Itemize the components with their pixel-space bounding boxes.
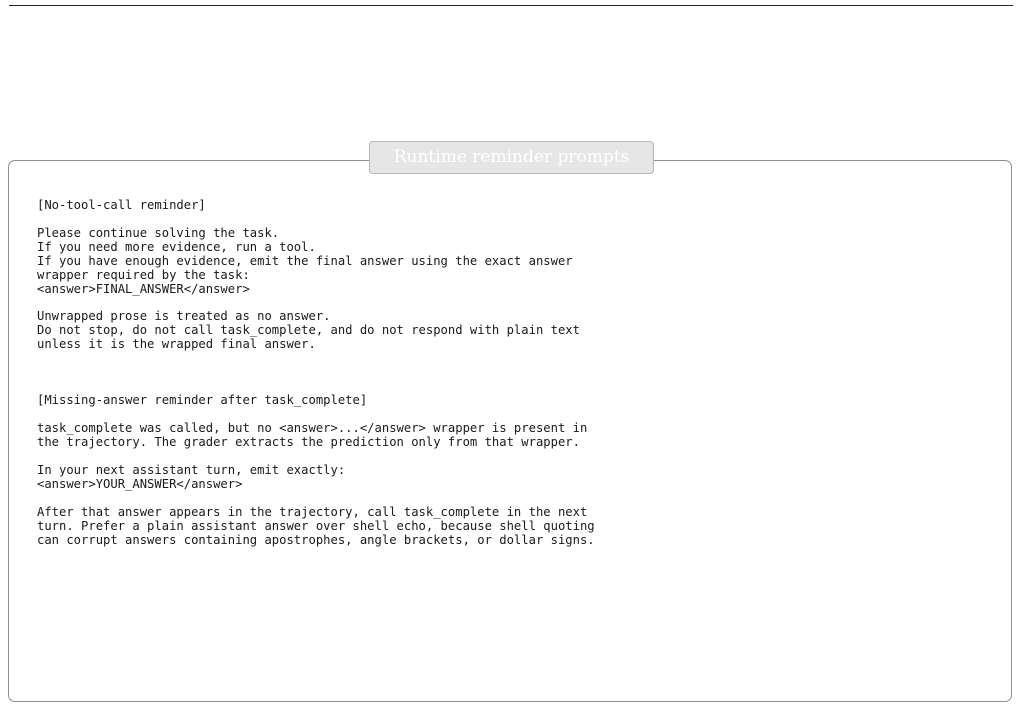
- section-heading-missing-answer: [Missing-answer reminder after task_complete]: [37, 393, 368, 408]
- box-content: [37, 199, 997, 561]
- missing-answer-paragraph-1: task_complete was called, but no <answer>...</answer> wrapper is present in the trajectory. The grader extracts the prediction only from that wrapper.: [37, 421, 588, 449]
- missing-answer-paragraph-3: After that answer appears in the trajectory, call task_complete in the next turn. Prefer a plain assistant answer over shell echo, because shell quoting can corrupt answers containing apostrophes, angle brackets, or dollar signs.: [37, 504, 595, 547]
- missing-answer-paragraph-2: In your next assistant turn, emit exactly: <answer>YOUR_ANSWER</answer>: [37, 462, 346, 491]
- box-title: Runtime reminder prompts: [369, 141, 654, 174]
- no-tool-call-paragraph-2: Unwrapped prose is treated as no answer. Do not stop, do not call task_complete, and do not respond with plain text unless it is the wrapped final answer.: [37, 309, 580, 352]
- top-rule: [9, 5, 1013, 6]
- section-heading-no-tool-call: [No-tool-call reminder]: [37, 198, 206, 212]
- no-tool-call-paragraph-1: Please continue solving the task. If you need more evidence, run a tool. If you have enough evidence, emit the final answer using the exact answer wrapper required by the task: <answer>FINAL_ANSWER</answer>: [37, 225, 573, 296]
